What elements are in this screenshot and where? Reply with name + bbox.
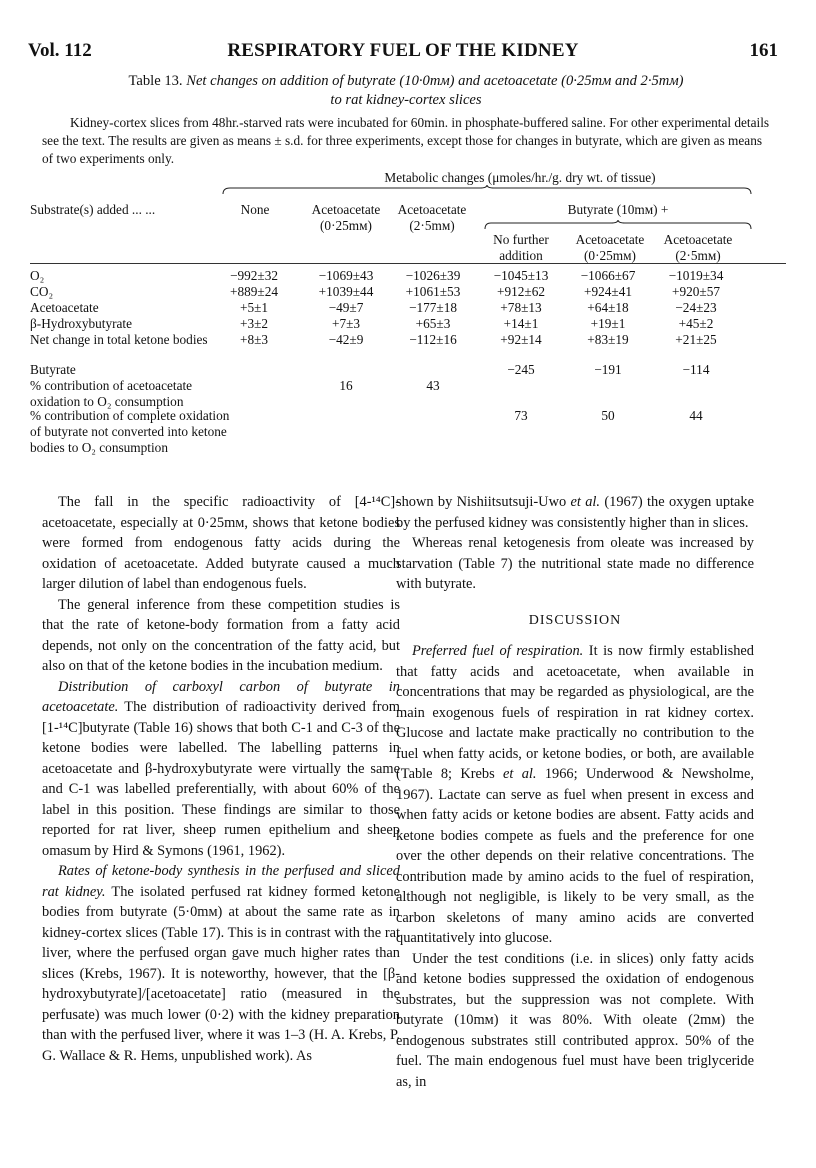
table-cell: +924±41 [583,284,633,299]
running-header [28,40,778,66]
et-al: et al. [503,766,537,782]
spanner-brace [222,185,752,195]
table-cell: −245 [507,362,535,377]
section-title: Preferred fuel of respiration. [412,643,584,659]
paragraph-text: shown by Nishiitsutsuji-Uwo [396,494,571,510]
table-cell: +912±62 [496,284,546,299]
paragraph-text: 1966; Underwood & Newsholme, 1967). Lactate can serve as fuel when present in excess and when fatty acids or ketone bodies are absent. Fatty acids and ketone bodies compete as fuels and the preference for one over the other depends on their relative concentrations. The contribution made by amino acids to the fuel of respiration, although not negligible, is likely to be very small, as the carbon skeletons of many amino acids are converted quantitatively into glucose. [396,766,754,946]
table-cell: +14±1 [503,316,539,331]
right-column [396,492,754,1092]
paragraph [42,861,400,1066]
row-label: Acetoacetate [30,300,99,315]
table-cell: −49±7 [328,300,364,315]
table-cell: −42±9 [328,332,364,347]
table-cell: −1026±39 [405,268,461,283]
paragraph [396,641,754,949]
paragraph-text: It is now firmly established that fatty acids and acetoacetate, when available in concentrations that may be regarded as physiological, are the main exogenous fuels of respiration in rat kidney cortex. Glucose and lactate make practically no contribution to the fuel when fatty acids, or ketone bodies, or both, are available (Table 8; Krebs [396,643,754,782]
table-cell: +7±3 [331,316,361,331]
col-header-no-further: No further addition [493,232,549,263]
table-cell: +92±14 [500,332,542,347]
table-spanner: Metabolic changes (μmoles/hr./g. dry wt. of tissue) [384,170,656,185]
butyrate-spanner: Butyrate (10mм) + [567,202,669,217]
paragraph-text: The distribution of radioactivity derived from [1-¹⁴C]butyrate (Table 16) shows that both C-1 and C-3 of the ketone bodies were labelled. The labelling patterns in acetoacetate and β-hydroxybutyrate were virtually the same and C-1 was labelled preferentially, with about 60% of the label in this position. These findings are similar to those reported for rat liver, sheep rumen epithelium and sheep omasum by Hird & Symons (1961, 1962). [42,699,400,859]
table-cell: −114 [682,362,710,377]
table-note: Kidney-cortex slices from 48hr.-starved rats were incubated for 60min. in phosphate-buffered saline. For other experimental details see the text. The results are given as means ± s.d. for three experiments, except those for changes in butyrate, which are given as means of two experiments only. [42,115,770,166]
paragraph: Whereas renal ketogenesis from oleate was increased by starvation (Table 7) the nutritional state made no difference with butyrate. [396,535,754,592]
table-title-line1: Net changes on addition of butyrate (10·0mм) and acetoacetate (0·25mм and 2·5mм) [186,73,684,89]
table-cell: −112±16 [409,332,457,347]
paragraph [42,677,400,862]
table-cell: −1019±34 [668,268,724,283]
row-label: % contribution of acetoacetate oxidation to O₂ consumption [30,378,193,409]
paragraph [396,492,754,533]
table-cell: +3±2 [239,316,269,331]
table-cell: +78±13 [500,300,542,315]
col-header-none: None [240,202,270,217]
row-label: O₂ [30,268,45,283]
col-header-but-aa-025: Acetoacetate (0·25mм) [575,232,645,263]
et-al: et al. [570,494,601,510]
table-cell: 50 [601,408,615,423]
col-header-aa-025: Acetoacetate (0·25mм) [311,202,381,233]
table-cell: +920±57 [671,284,721,299]
table-cell: −191 [594,362,622,377]
stub-header: Substrate(s) added ... ... [30,202,156,217]
section-title: Rates of ketone-body synthesis in the perfused and sliced rat kidney. [42,863,400,900]
table-cell: +5±1 [239,300,269,315]
row-label: CO₂ [30,284,54,299]
table-cell: 44 [689,408,703,423]
table-cell: +45±2 [678,316,714,331]
table-cell: −1066±67 [580,268,636,283]
table-cell: −1045±13 [493,268,549,283]
table-title-line2: to rat kidney-cortex slices [330,92,482,108]
table-caption [40,72,772,110]
table-label: Table 13. [128,73,183,89]
butyrate-brace [484,220,752,230]
paragraph-text: The isolated perfused rat kidney formed ketone bodies from butyrate (5·0mм) at about the same rate as in kidney-cortex slices (Table 17). This is in contrast with the rat liver, where the perfused organ gave much higher rates than slices (Krebs, 1967). It is noteworthy, however, that the [β-hydroxybutyrate]/[acetoacetate] ratio (measured in the perfusate) was much lower (0·2) with the kidney preparation than with the perfused liver, where it was 1–3 (H. A. Krebs, P. G. Wallace & R. Hems, unpublished work). As [42,883,400,1064]
section-title: Distribution of carboxyl carbon of butyrate in acetoacetate. [42,678,400,715]
paragraph-text: (1967) the oxygen uptake by the perfused kidney was consistently higher than in slices. [396,494,754,531]
col-header-but-aa-25: Acetoacetate (2·5mм) [663,232,733,263]
table-cell: −1069±43 [318,268,374,283]
row-label: % contribution of complete oxidation of butyrate not converted into ketone bodies to O₂ consumption [30,408,230,455]
row-label: Butyrate [30,362,76,377]
table-cell: +64±18 [587,300,629,315]
table-cell: +65±3 [415,316,451,331]
table-cell: 16 [339,378,353,393]
table-cell: +889±24 [229,284,279,299]
table-cell: +8±3 [239,332,269,347]
page-number: 161 [749,40,778,61]
paragraph: The fall in the specific radioactivity of [4-¹⁴C]-acetoacetate, especially at 0·25mм, shows that ketone bodies were formed from endogenous fatty acids during the oxidation of acetoacetate. Added butyrate caused a much larger dilution of label than endogenous fuels. [42,494,400,592]
table-cell: −177±18 [408,300,458,315]
table-cell: +21±25 [675,332,717,347]
paragraph: Under the test conditions (i.e. in slices) only fatty acids and ketone bodies suppressed the oxidation of endogenous substrates, but the suppression was not complete. With butyrate (10mм) it was 80%. With oleate (2mм) the endogenous substrates still contributed approx. 50% of the fuel. The main endogenous fuel must have been triglyceride as, in [396,950,754,1090]
running-title: RESPIRATORY FUEL OF THE KIDNEY [227,40,579,61]
table-rule [30,263,786,264]
table-cell: +19±1 [590,316,626,331]
volume-number: Vol. 112 [28,40,92,61]
col-header-aa-25: Acetoacetate (2·5mм) [397,202,467,233]
paragraph: The general inference from these competition studies is that the rate of ketone-body formation from a fatty acid depends, not only on the concentration of the fatty acid, but also on that of the ketone bodies in the incubation medium. [42,596,400,674]
table-cell: −992±32 [229,268,279,283]
left-column [42,492,400,1066]
table-cell: 73 [514,408,528,423]
table-cell: +1039±44 [318,284,374,299]
table-cell: +83±19 [587,332,629,347]
table-cell: −24±23 [675,300,717,315]
row-label: Net change in total ketone bodies [30,332,208,347]
table-cell: 43 [426,378,440,393]
discussion-heading: DISCUSSION [528,612,622,628]
row-label: β-Hydroxybutyrate [30,316,133,331]
table-cell: +1061±53 [405,284,461,299]
